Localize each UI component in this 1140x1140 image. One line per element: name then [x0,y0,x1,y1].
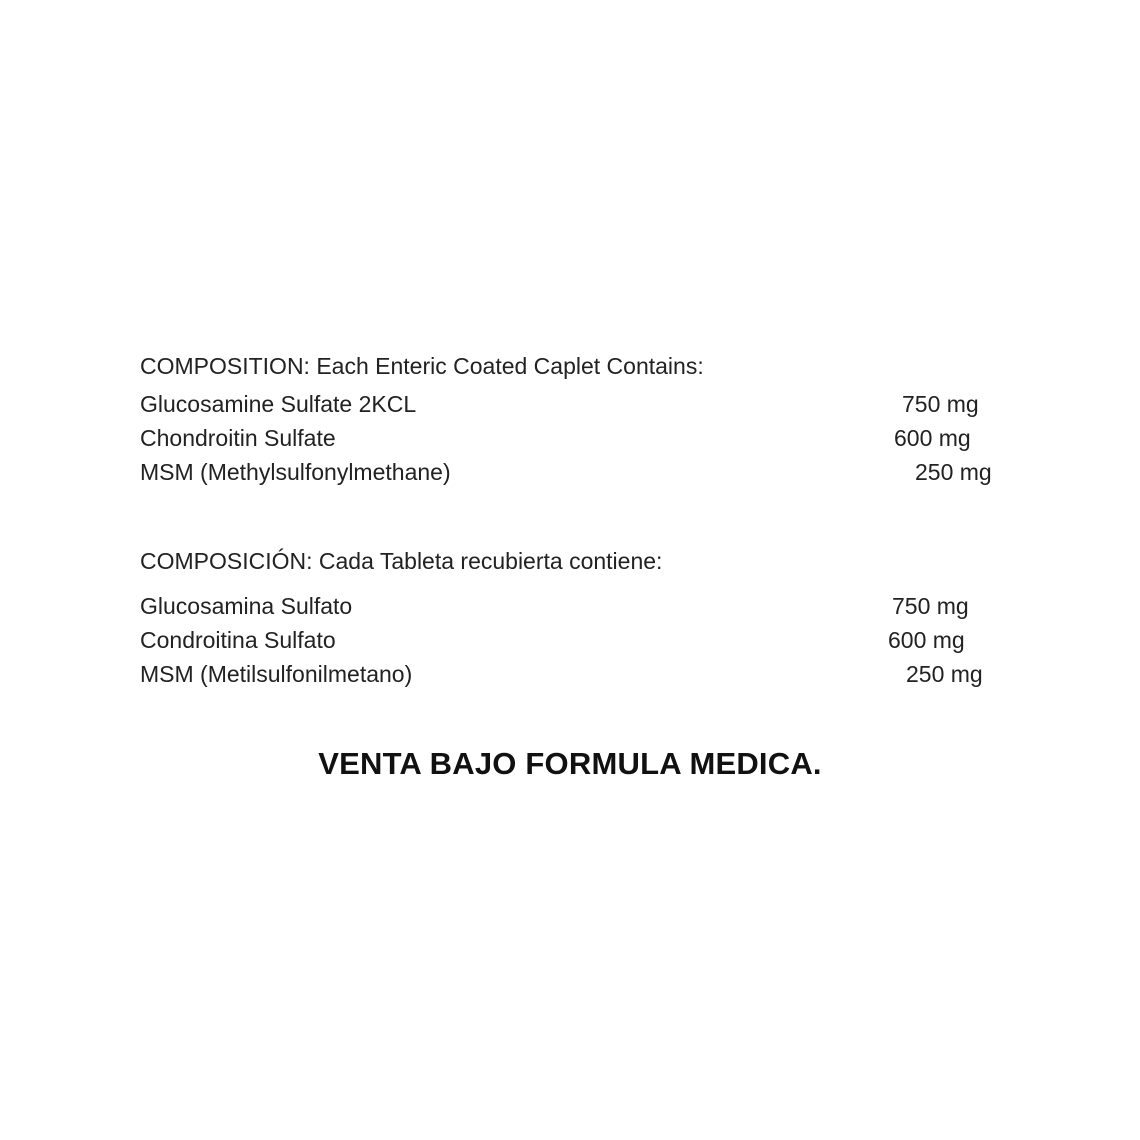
ingredient-dose: 750 mg [892,593,969,619]
ingredient-name: Chondroitin Sulfate [140,425,336,451]
composition-title-english: COMPOSITION: Each Enteric Coated Caplet Contains: [140,353,704,379]
ingredient-name: MSM (Methylsulfonylmethane) [140,459,451,485]
ingredient-name: Condroitina Sulfato [140,627,336,653]
ingredient-dose: 600 mg [894,425,971,451]
ingredient-name: MSM (Metilsulfonilmetano) [140,661,413,687]
prescription-warning: VENTA BAJO FORMULA MEDICA. [318,746,822,781]
ingredient-name: Glucosamina Sulfato [140,593,353,619]
ingredient-dose: 250 mg [906,661,983,687]
composition-title-spanish: COMPOSICIÓN: Cada Tableta recubierta contiene: [140,548,663,574]
ingredient-dose: 600 mg [888,627,965,653]
ingredient-dose: 250 mg [915,459,992,485]
ingredient-name: Glucosamine Sulfate 2KCL [140,391,417,417]
ingredient-dose: 750 mg [902,391,979,417]
